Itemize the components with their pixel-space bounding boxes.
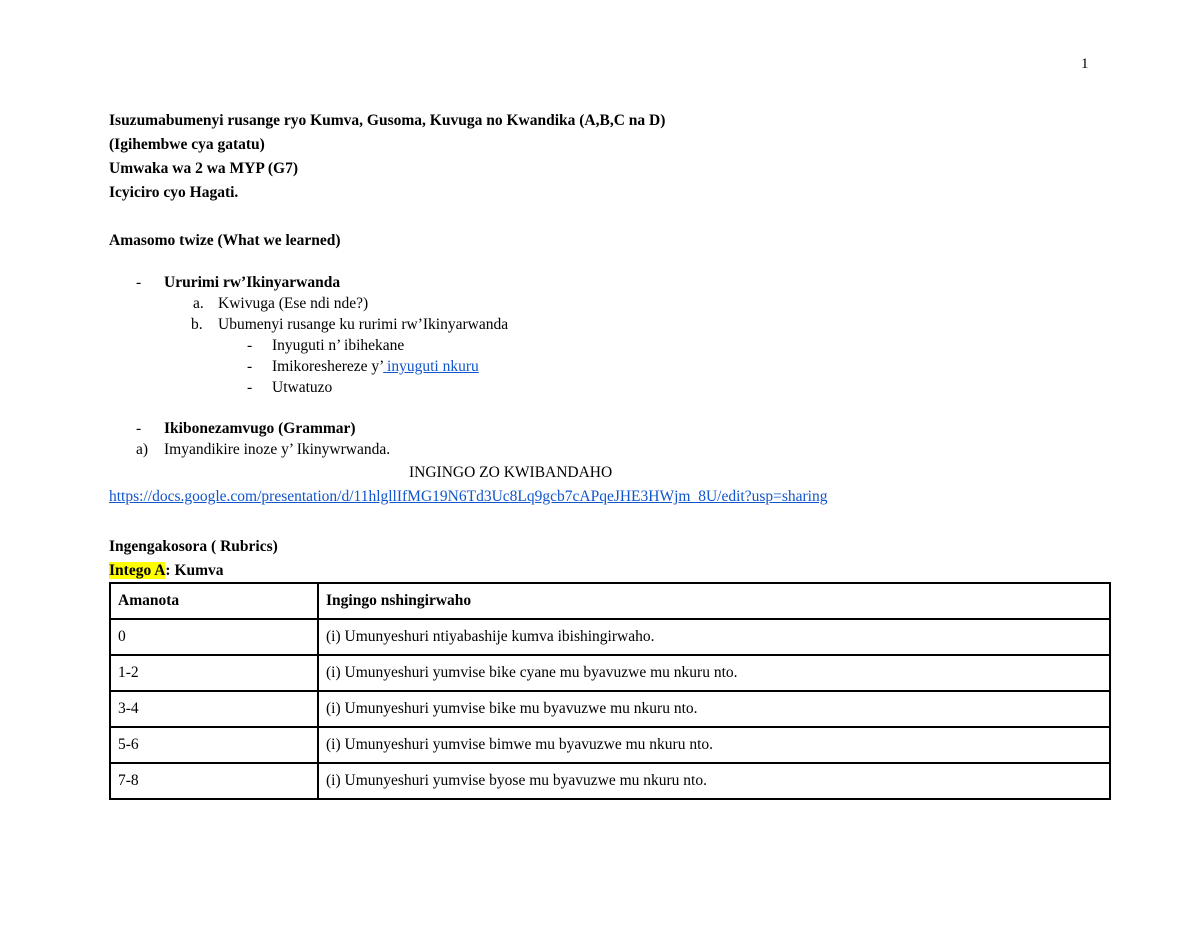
table-row	[110, 727, 1110, 763]
rubric-heading: Ingengakosora ( Rubrics)	[109, 538, 278, 555]
column-header-score: Amanota	[110, 583, 318, 619]
list-marker: b.	[191, 316, 203, 333]
document-title: Isuzumabumenyi rusange ryo Kumva, Gusoma, Kuvuga no Kwandika (A,B,C na D)	[109, 112, 666, 129]
descriptor-cell: (i) Umunyeshuri yumvise bimwe mu byavuzwe mu nkuru nto.	[318, 727, 1110, 763]
sublist-item	[272, 357, 479, 377]
score-cell: 5-6	[110, 727, 318, 763]
sublist-item: Utwatuzo	[272, 379, 333, 396]
table-header-row	[110, 583, 1110, 619]
sublist-item: Inyuguti n’ ibihekane	[272, 337, 405, 354]
list-item: Imyandikire inoze y’ Ikinywrwanda.	[164, 441, 391, 458]
capital-letters-link[interactable]: inyuguti nkuru	[383, 358, 479, 375]
learned-heading: Amasomo twize (What we learned)	[109, 232, 341, 249]
score-cell: 3-4	[110, 691, 318, 727]
review-heading: INGINGO ZO KWIBANDAHO	[409, 464, 613, 481]
score-cell: 1-2	[110, 655, 318, 691]
year-line: Umwaka wa 2 wa MYP (G7)	[109, 160, 298, 177]
descriptor-cell: (i) Umunyeshuri yumvise byose mu byavuzwe mu nkuru nto.	[318, 763, 1110, 799]
table-row	[110, 763, 1110, 799]
score-cell: 7-8	[110, 763, 318, 799]
section2-title: Ikibonezamvugo (Grammar)	[164, 420, 356, 437]
sublist-marker: -	[247, 379, 253, 396]
descriptor-cell: (i) Umunyeshuri yumvise bike cyane mu byavuzwe mu nkuru nto.	[318, 655, 1110, 691]
level-line: Icyiciro cyo Hagati.	[109, 184, 239, 201]
list-item: Kwivuga (Ese ndi nde?)	[218, 295, 369, 312]
sublist-marker: -	[247, 337, 253, 354]
criterion-line	[109, 561, 224, 581]
column-header-descriptor: Ingingo nshingirwaho	[318, 583, 1110, 619]
presentation-link[interactable]: https://docs.google.com/presentation/d/11hlgllIfMG19N6Td3Uc8Lq9gcb7cAPqeJHE3HWjm_8U/edit?usp=sharing	[109, 488, 828, 505]
section1-title: Ururimi rw’Ikinyarwanda	[164, 274, 341, 291]
sublist-item-text: Imikoreshereze y’	[272, 358, 384, 375]
table-row	[110, 619, 1110, 655]
rubric-table	[109, 582, 1111, 800]
page-number: 1	[1081, 56, 1089, 72]
section2-bullet: -	[136, 420, 142, 437]
list-marker: a.	[193, 295, 204, 312]
descriptor-cell: (i) Umunyeshuri ntiyabashije kumva ibishingirwaho.	[318, 619, 1110, 655]
list-item: Ubumenyi rusange ku rurimi rw’Ikinyarwanda	[218, 316, 509, 333]
descriptor-cell: (i) Umunyeshuri yumvise bike mu byavuzwe mu nkuru nto.	[318, 691, 1110, 727]
section1-bullet: -	[136, 274, 142, 291]
term-line: (Igihembwe cya gatatu)	[109, 136, 265, 153]
score-cell: 0	[110, 619, 318, 655]
sublist-marker: -	[247, 358, 253, 375]
table-row	[110, 655, 1110, 691]
list-marker: a)	[136, 441, 149, 458]
criterion-name: : Kumva	[165, 562, 224, 579]
table-row	[110, 691, 1110, 727]
criterion-label: Intego A	[109, 562, 166, 579]
